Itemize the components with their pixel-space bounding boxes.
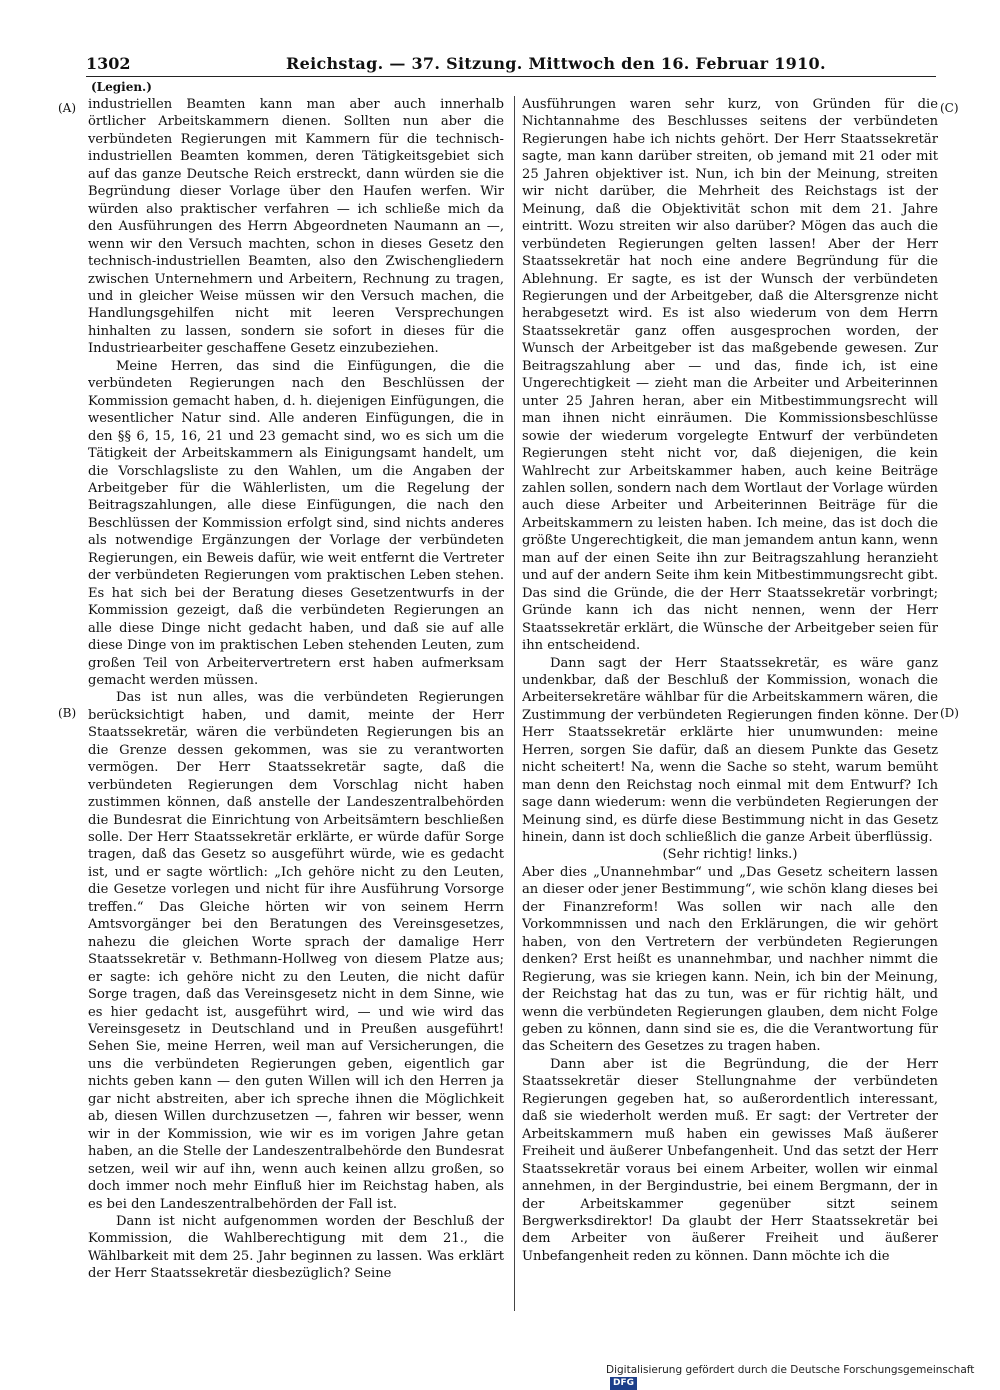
paragraph: Dann ist nicht aufgenommen worden der Beschluß der Kommission, die Wahlberechtigung mit dem 21., die Wählbarkeit mit dem 25. Jahr beginnen zu lassen. Was erklärt der Herr Staatssekretär diesbezüglich? Seine — [88, 1214, 504, 1282]
footer-text: Digitalisierung gefördert durch die Deutsche Forschungsgemeinschaft — [606, 1364, 975, 1376]
margin-marker-d: (D) — [940, 706, 959, 720]
margin-marker-a: (A) — [58, 101, 77, 115]
paragraph: Aber dies „Unannehmbar“ und „Das Gesetz scheitern lassen an dieser oder jener Bestimmung“, wie schön klang dieses bei der Finanzreform! Was sollen wir nach alle den Vorkommnissen und nach den Erklärungen, die wir gehört haben, von den Vertretern der verbündeten Regierungen denken? Erst heißt es unannehmbar, und nachher nimmt die Regierung, was sie kriegen kann. Nein, ich bin der Meinung, der Reichstag hat das zu tun, was er für richtig hält, und wenn die verbündeten Regierungen glauben, dem nicht Folge geben zu können, dann sind sie es, die die Verantwortung für das Scheitern des Gesetzes zu tragen haben. — [522, 864, 938, 1055]
speaker-name: (Legien.) — [91, 80, 152, 94]
column-divider — [514, 96, 515, 1311]
dfg-logo: DFG — [610, 1377, 637, 1390]
paragraph: Dann aber ist die Begründung, die der Herr Staatssekretär dieser Stellungnahme der verbündeten Regierungen gegeben hat, so außerordentlich interessant, daß sie wiederholt werden muß. Er sagt: der Vertreter der Arbeitskammern muß haben ein gewisses Maß äußerer Freiheit und äußerer Unbefangenheit. Und das setzt der Herr Staatssekretär voraus bei einem Arbeiter, wollen wir einmal annehmen, in der Bergindustrie, bei einem Bergmann, der in der Arbeitskammer gegenüber sitzt seinem Bergwerksdirektor! Da glaubt der Herr Staatssekretär bei dem Arbeiter von äußerer Freiheit und äußerer Unbefangenheit reden zu können. Dann möchte ich die — [522, 1056, 938, 1264]
interjection: (Sehr richtig! links.) — [662, 847, 798, 863]
right-column — [522, 96, 938, 1311]
paragraph: Meine Herren, das sind die Einfügungen, die die verbündeten Regierungen nach den Beschlüssen der Kommission gemacht haben, d. h. diejenigen Einfügungen, die wesentlicher Natur sind. Alle anderen Einfügungen, die in den §§ 6, 15, 16, 21 und 23 gemacht sind, wo es sich um die Tätigkeit der Arbeitskammern als Einigungsamt handelt, um die Vorschlagsliste zu den Wahlen, um die Angaben der Arbeitgeber für die Wählerlisten, um die Regelung der Beitragszahlungen, alle diese Einfügungen, die nach den Beschlüssen der Kommission erfolgt sind, sind nichts anderes als notwendige Ergänzungen der Vorlage der verbündeten Regierungen, ein Beweis dafür, wie weit entfernt die Vertreter der verbündeten Regierungen vom praktischen Leben stehen. Es hat sich bei der Beratung dieses Gesetzentwurfs in der Kommission gezeigt, daß die verbündeten Regierungen an alle diese Dinge nicht gedacht haben, und daß sie auf alle diese Dinge von im praktischen Leben stehenden Leuten, zum großen Teil von Arbeitervertretern erst haben aufmerksam gemacht werden müssen. — [88, 358, 504, 688]
margin-marker-b: (B) — [58, 706, 77, 720]
running-title: Reichstag. — 37. Sitzung. Mittwoch den 16. Februar 1910. — [286, 54, 826, 73]
funding-footer — [606, 1364, 1000, 1388]
page-header — [86, 48, 936, 76]
paragraph: industriellen Beamten kann man aber auch innerhalb örtlicher Arbeitskammern dienen. Sollten nun aber die verbündeten Regierungen mit Kammern für die technisch-industriellen Beamten kommen, deren Tätigkeitsgebiet sich auf das ganze Deutsche Reich erstreckt, dann würden sie die Begründung dieser Vorlage über den Haufen werfen. Wir würden also praktischer verfahren — ich schließe mich da den Ausführungen des Herrn Abgeordneten Naumann an —, wenn wir den Versuch machten, schon in dieses Gesetz den technisch-industriellen Beamten, also den Zwischengliedern zwischen Unternehmern und Arbeitern, Rechnung zu tragen, und in gleicher Weise müssen wir den Versuch machen, die Handlungsgehilfen nicht mit leeren Versprechungen hinhalten zu lassen, sondern sie sofort in dieses für die Industriearbeiter geschaffene Gesetz einzubeziehen. — [88, 97, 504, 357]
paragraph: Dann sagt der Herr Staatssekretär, es wäre ganz undenkbar, daß der Beschluß der Kommission, wonach die Arbeitersekretäre wählbar für die Arbeitskammern wären, die Zustimmung der verbündeten Regierungen finden könne. Der Herr Staatssekretär erklärte hier unumwunden: meine Herren, sorgen Sie dafür, daß an diesem Punkte das Gesetz nicht scheitert! Na, wenn die Sache so steht, warum bemüht man denn den Reichstag noch einmal mit dem Entwurf? Ich sage dann wiederum: wenn die verbündeten Regierungen der Meinung sind, es dürfe diese Bestimmung nicht in das Gesetz hinein, dann ist doch schließlich die ganze Arbeit überflüssig. — [522, 655, 938, 846]
left-column — [88, 96, 504, 1311]
paragraph: Ausführungen waren sehr kurz, von Gründen für die Nichtannahme des Beschlusses seitens der verbündeten Regierungen habe ich nichts gehört. Der Herr Staatssekretär sagte, man kann darüber streiten, ob jemand mit 21 oder mit 25 Jahren objektiver ist. Nun, ich bin der Meinung, streiten wir nicht darüber, die Mehrheit des Reichstags ist der Meinung, daß die Objektivität schon mit dem 21. Jahre eintritt. Wozu streiten wir also darüber? Mögen das auch die verbündeten Regierungen gelten lassen! Aber der Herr Staatssekretär hat noch eine andere Begründung für die Ablehnung. Er sagte, es ist der Wunsch der verbündeten Regierungen und der Arbeitgeber, daß die Altersgrenze nicht herabgesetzt wird. Es ist also wiederum von dem Herrn Staatssekretär ganz offen ausgesprochen worden, der Wunsch der Arbeitgeber ist das maßgebende gewesen. Zur Beitragszahlung aber — und das, finde ich, ist eine Ungerechtigkeit — zieht man die Arbeiter und Arbeiterinnen unter 25 Jahren heran, aber ein Mitbestimmungsrecht will man ihnen nicht einräumen. Die Kommissionsbeschlüsse sowie der wiederum vorgelegte Entwurf der verbündeten Regierungen steht nicht vor, daß diejenigen, die kein Wahlrecht zur Arbeitskammer haben, auch keine Beiträge zahlen sollen, sondern nach dem Wortlaut der Vorlage würden auch diese Arbeiter und Arbeiterinnen Beiträge für die Arbeitskammern zu leisten haben. Ich meine, das ist doch die größte Ungerechtigkeit, die man jemandem antun kann, wenn man auf der einen Seite ihn zur Beitragszahlung heranzieht und auf der andern Seite ihm kein Mitbestimmungsrecht gibt. Das sind die Gründe, die der Herr Staatssekretär vorbringt; Gründe kann ich das nicht nennen, wenn der Herr Staatssekretär erklärt, die Wünsche der Arbeitgeber seien für ihn entscheidend. — [522, 97, 938, 654]
header-rule — [86, 76, 936, 77]
page-number: 1302 — [86, 54, 131, 73]
paragraph: Das ist nun alles, was die verbündeten Regierungen berücksichtigt haben, und damit, meinte der Herr Staatssekretär, wären die verbündeten Regierungen bis an die Grenze dessen gekommen, was sie zu verantworten vermögen. Der Herr Staatssekretär sagte, daß die verbündeten Regierungen dem Vorschlag nicht haben zustimmen können, daß anstelle der Landeszentralbehörden die Bundesrat die Einrichtung von Arbeitsämtern beschließen solle. Der Herr Staatssekretär erklärte, er würde dafür Sorge tragen, daß das Gesetz so ausgeführt würde, wie es gedacht ist, und er sagte wörtlich: „Ich gehöre nicht zu den Leuten, die Gesetze vorlegen und nicht für ihre Ausführung Vorsorge treffen.“ Das Gleiche hörten wir von seinem Herrn Amtsvorgänger bei den Beratungen des Vereinsgesetzes, nahezu die gleichen Worte sprach der damalige Herr Staatssekretär v. Bethmann-Hollweg von diesem Platze aus; er sagte: ich gehöre nicht zu den Leuten, die nicht dafür Sorge tragen, daß das Vereinsgesetz nicht in dem Sinne, wie es hier gedacht ist, ausgeführt wird, — und wie wird das Vereinsgesetz in Deutschland und in Preußen ausgeführt! Sehen Sie, meine Herren, weil man auf Versicherungen, die uns die verbündeten Regierungen geben, eigentlich gar nichts geben kann — den guten Willen will ich den Herren ja gar nicht abstreiten, aber ich spreche ihnen die Möglichkeit ab, diesen Willen durchzusetzen —, fahren wir besser, wenn wir in der Kommission, wie wir es im vorigen Jahre getan haben, an die Stelle der Landeszentralbehörde den Bundesrat setzen, weil wir auf ihn, wenn auch keinen allzu großen, so doch immer noch mehr Einfluß hier im Reichstag haben, als es bei den Landeszentralbehörden der Fall ist. — [88, 690, 504, 1212]
margin-marker-c: (C) — [940, 101, 959, 115]
